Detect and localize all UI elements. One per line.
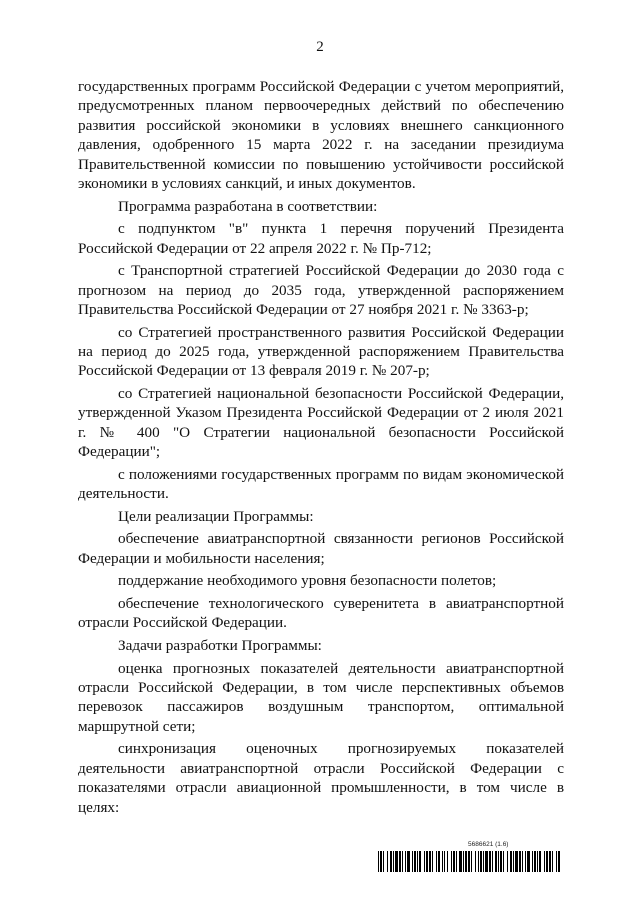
barcode-bar (495, 851, 497, 872)
barcode-bar (519, 851, 521, 872)
paragraph-goals-heading: Цели реализации Программы: (118, 507, 314, 525)
paragraph-goal-flight-safety: поддержание необходимого уровня безопасности полетов; (118, 572, 497, 590)
barcode-bar (390, 851, 392, 872)
page-number: 2 (316, 39, 324, 55)
barcode-bar (380, 851, 382, 872)
barcode-bar (483, 851, 484, 872)
barcode-bar (500, 851, 502, 872)
paragraph-spatial-development-strategy: со Стратегией пространственного развития Российской Федерации на период до 2025 года, утвержденной распоряжением Правительства Российской Федерации от 13 февраля 2019 г. № 207-р; (78, 323, 564, 380)
barcode-bar (507, 851, 508, 872)
paragraph-goal-connectivity: обеспечение авиатранспортной связанности регионов Российской Федерации и мобильности населения; (78, 530, 564, 567)
paragraph-goal-sovereignty: обеспечение технологического суверенитета в авиатранспортной отрасли Российской Федерации. (78, 595, 564, 632)
barcode-bar (515, 851, 518, 872)
barcode-bar (393, 851, 394, 872)
barcode-bar (522, 851, 523, 872)
barcode-bar (419, 851, 421, 872)
barcode-bar (539, 851, 541, 872)
barcode-bar (478, 851, 479, 872)
paragraph-task-forecast: оценка прогнозных показателей деятельности авиатранспортной отрасли Российской Федерации, в том числе перспективных объемов перевозок пассажиров воздушным транспортом, оптимальной маршрутной сети; (78, 659, 564, 735)
barcode-bar (489, 851, 491, 872)
barcode-bar (492, 851, 493, 872)
barcode-bar (471, 851, 472, 872)
barcode-bar (544, 851, 545, 872)
barcode-bar (463, 851, 464, 872)
barcode-bar (453, 851, 455, 872)
barcode-image (378, 851, 562, 872)
barcode-bar (407, 851, 410, 872)
barcode-bar (424, 851, 425, 872)
barcode-bar (525, 851, 526, 872)
barcode-bar (387, 851, 388, 872)
barcode-bar (456, 851, 457, 872)
barcode-bar (537, 851, 538, 872)
paragraph-transport-strategy: с Транспортной стратегией Российской Федерации до 2030 года с прогнозом на период до 2035 года, утвержденной распоряжением Правительства Российской Федерации от 27 ноября 2021 г. № 3363-р; (78, 262, 564, 319)
barcode-bar (417, 851, 418, 872)
barcode-bar (546, 851, 548, 872)
barcode-bar (402, 851, 403, 872)
barcode-bar (429, 851, 431, 872)
barcode-bar (532, 851, 533, 872)
barcode-bar (498, 851, 499, 872)
paragraph-tasks-heading: Задачи разработки Программы: (118, 637, 322, 655)
barcode-bar (444, 851, 445, 872)
barcode-bar (556, 851, 557, 872)
barcode-bar (558, 851, 560, 872)
paragraph-state-programs: с положениями государственных программ по видам экономической деятельности. (78, 465, 564, 503)
barcode-bar (405, 851, 406, 872)
barcode-bar (485, 851, 488, 872)
barcode-bar (549, 851, 551, 872)
barcode-bar (399, 851, 401, 872)
barcode-bar (383, 851, 384, 872)
paragraph-presidential-instructions: с подпунктом "в" пункта 1 перечня поручений Президента Российской Федерации от 22 апреля 2022 г. № Пр-712; (78, 220, 564, 257)
barcode-bar (436, 851, 437, 872)
barcode-bar (414, 851, 416, 872)
paragraph-program-basis-heading: Программа разработана в соответствии: (118, 197, 378, 215)
barcode-bar (426, 851, 428, 872)
barcode-bar (395, 851, 398, 872)
barcode-bar (513, 851, 514, 872)
barcode-bar (475, 851, 476, 872)
barcode-bar (503, 851, 504, 872)
barcode-bar (447, 851, 448, 872)
barcode-bar (442, 851, 443, 872)
barcode-bar (468, 851, 470, 872)
paragraph-continuation: государственных программ Российской Федерации с учетом мероприятий, предусмотренных планом первоочередных действий по обеспечению развития российской экономики в условиях внешнего санкционного давления, одобренного 15 марта 2022 г. на заседании президиума Правительственной комиссии по повышению устойчивости российской экономики в условиях санкций, и иных документов. (78, 78, 564, 193)
paragraph-task-synchronization: синхронизация оценочных прогнозируемых показателей деятельности авиатранспортной отрасли Российской Федерации с показателями отрасли авиационной промышленности, в том числе в целях: (78, 740, 564, 816)
barcode-bar (378, 851, 379, 872)
barcode-bar (412, 851, 413, 872)
barcode-bar (451, 851, 452, 872)
paragraph-national-security-strategy: со Стратегией национальной безопасности Российской Федерации, утвержденной Указом Президента Российской Федерации от 2 июля 2021 г. № 400 "О Стратегии национальной безопасности Российской Федерации"; (78, 385, 564, 461)
barcode-bar (534, 851, 536, 872)
barcode-bar (480, 851, 482, 872)
barcode-bar (465, 851, 467, 872)
barcode-bar (438, 851, 440, 872)
barcode-bar (432, 851, 433, 872)
barcode-bar (459, 851, 462, 872)
document-code: 5686621 (1.6) (468, 841, 509, 848)
barcode-bar (510, 851, 512, 872)
barcode-bar (527, 851, 530, 872)
document-body (78, 77, 564, 820)
barcode-bar (552, 851, 553, 872)
